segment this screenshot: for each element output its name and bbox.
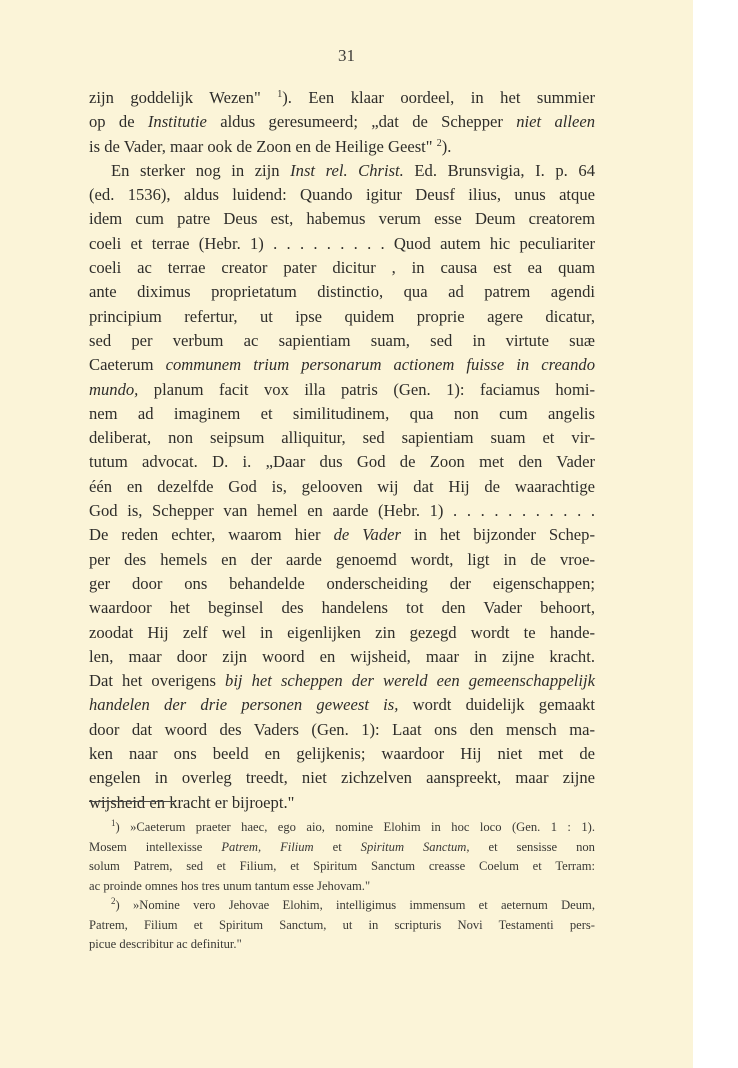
footnote-line: Mosem intellexisse Patrem, Filium et Spiritum Sanctum, et sensisse non <box>89 839 595 854</box>
text-line: door dat woord des Vaders (Gen. 1): Laat ons den mensch ma- <box>89 719 595 739</box>
text-line: is de Vader, maar ook de Zoon en de Heilige Geest" $^2$). <box>89 136 452 156</box>
footnote-number: 2 <box>111 896 116 906</box>
text-line: per des hemels en der aarde genoemd wordt, ligt in de vroe- <box>89 549 595 569</box>
text-line: idem cum patre Deus est, habemus verum esse Deum creatorem <box>89 209 595 229</box>
text-line: principium refertur, ut ipse quidem proprie agere dicatur, <box>89 306 595 326</box>
text-line: tutum advocat. D. i. „Daar dus God de Zoon met den Vader <box>89 452 595 472</box>
text-line: ken naar ons beeld en gelijkenis; waardoor Hij niet met de <box>89 744 595 764</box>
footnote-line: ac proinde omnes hos tres unum tantum esse Jehovam." <box>89 878 371 893</box>
footnote-ref: 1 <box>277 89 283 100</box>
text-line: één en dezelfde God is, gelooven wij dat Hij de waarachtige <box>89 476 595 496</box>
text-line: engelen in overleg treedt, niet zichzelven aanspreekt, maar zijne <box>89 768 595 788</box>
text-line: zijn goddelijk Wezen" $^1$). Een klaar oordeel, in het summier <box>89 88 595 107</box>
footnotes <box>89 818 595 955</box>
footnote-line: picue describitur ac definitur." <box>89 937 242 951</box>
text-line: Caeterum communem trium personarum actionem fuisse in creando <box>89 355 595 375</box>
text-line: zoodat Hij zelf wel in eigenlijken zin gezegd wordt te hande- <box>89 622 595 642</box>
text-line: En sterker nog in zijn Inst rel. Christ. Ed. Brunsvigia, I. p. 64 <box>111 160 595 180</box>
text-line: ante diximus proprietatum distinctio, qua ad patrem agendi <box>89 282 595 302</box>
text-line: waardoor het beginsel des handelens tot den Vader behoort, <box>89 598 595 618</box>
footnote-divider <box>89 801 176 802</box>
footnote-number: 1 <box>111 818 116 828</box>
text-line: God is, Schepper van hemel en aarde (Hebr. 1) . . . . . . . . . . . <box>89 501 595 521</box>
text-line: nem ad imaginem et similitudinem, qua non cum angelis <box>89 403 595 423</box>
text-line: sed per verbum ac sapientiam suam, sed in virtute suæ <box>89 330 595 350</box>
text-line: coeli ac terrae creator pater dicitur , in causa est ea quam <box>89 258 595 278</box>
text-line: wijsheid en kracht er bijroept." <box>89 792 295 812</box>
footnote-ref: 2 <box>436 137 442 149</box>
footnote-line: solum Patrem, sed et Filium, et Spiritum Sanctum creasse Coelum et Terram: <box>89 859 595 873</box>
text-line: coeli et terrae (Hebr. 1) . . . . . . . . . Quod autem hic peculiariter <box>89 233 595 253</box>
text-line: op de Institutie aldus geresumeerd; „dat de Schepper niet alleen <box>89 112 595 132</box>
text-line: (ed. 1536), aldus luidend: Quando igitur Deusf ilius, unus atque <box>89 185 595 205</box>
text-line: De reden echter, waarom hier de Vader in het bijzonder Schep- <box>89 525 595 545</box>
text-line: ger door ons behandelde onderscheiding der eigenschappen; <box>89 573 595 593</box>
footnote-line: Patrem, Filium et Spiritum Sanctum, ut in scripturis Novi Testamenti pers- <box>89 917 595 932</box>
footnote-line: $^1$) »Caeterum praeter haec, ego aio, nomine Elohim in hoc loco (Gen. 1 : 1). <box>111 818 595 834</box>
text-line: len, maar door zijn woord en wijsheid, maar in zijne kracht. <box>89 646 595 666</box>
footnote-line: $^2$) »Nomine vero Jehovae Elohim, intelligimus immensum et aeternum Deum, <box>111 896 595 912</box>
text-line: handelen der drie personen geweest is, wordt duidelijk gemaakt <box>89 695 596 715</box>
text-line: mundo, planum facit vox illa patris (Gen. 1): faciamus homi- <box>89 379 595 399</box>
page-number: 31 <box>338 46 355 65</box>
text-line: deliberat, non seipsum alliquitur, sed sapientiam suam et vir- <box>89 428 595 448</box>
main-text <box>89 86 595 815</box>
text-line: Dat het overigens bij het scheppen der wereld een gemeenschappelijk <box>89 671 595 691</box>
